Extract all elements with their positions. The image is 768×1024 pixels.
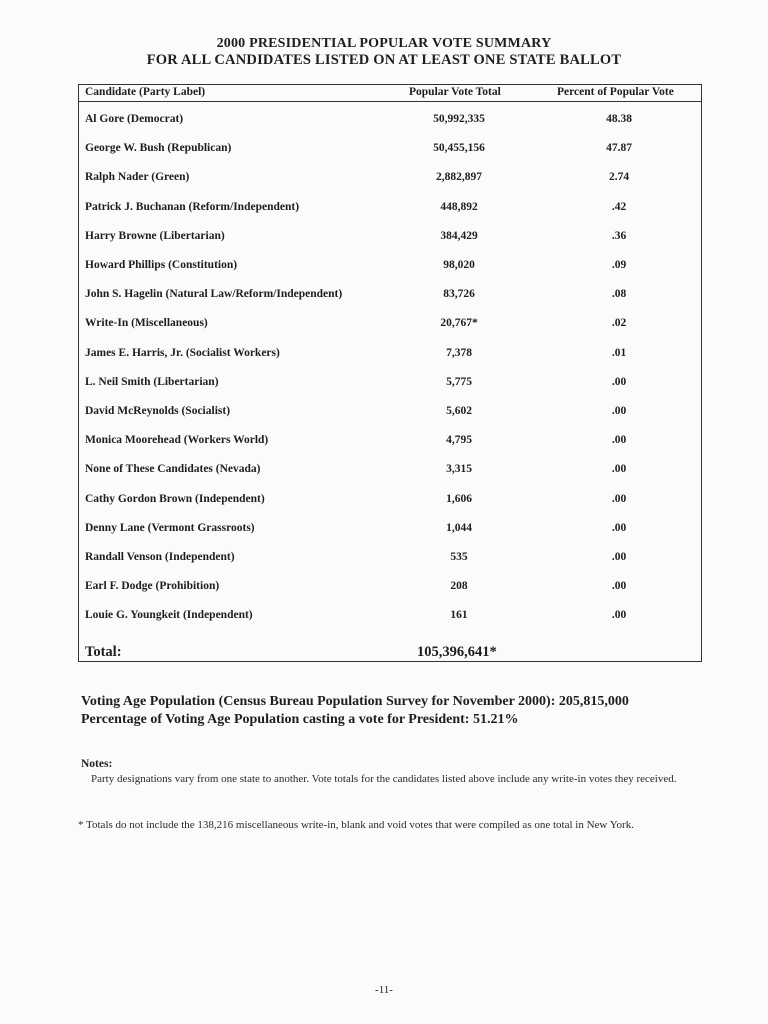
table-row bbox=[79, 551, 701, 571]
candidate-cell: L. Neil Smith (Libertarian) bbox=[85, 375, 219, 388]
table-row bbox=[79, 201, 701, 221]
votes-cell: 208 bbox=[450, 580, 468, 593]
percent-cell: .00 bbox=[611, 405, 627, 417]
votes-cell: 83,726 bbox=[443, 288, 475, 301]
votes-cell: 1,606 bbox=[446, 492, 472, 505]
table-row bbox=[79, 376, 701, 396]
candidate-cell: Denny Lane (Vermont Grassroots) bbox=[85, 521, 255, 534]
table-row bbox=[79, 580, 701, 600]
table-row bbox=[79, 171, 701, 191]
table-row bbox=[79, 609, 701, 629]
candidate-cell: Earl F. Dodge (Prohibition) bbox=[85, 580, 220, 593]
candidate-cell: George W. Bush (Republican) bbox=[85, 142, 232, 155]
table-row bbox=[79, 493, 701, 513]
percent-cell: .00 bbox=[611, 463, 627, 476]
note-party-designations: Party designations vary from one state to another. Vote totals for the candidates listed above include any write-in votes they received. bbox=[91, 773, 677, 785]
votes-cell: 448,892 bbox=[440, 200, 478, 213]
percent-cell: .01 bbox=[611, 346, 627, 359]
percent-cell: 47.87 bbox=[606, 142, 632, 155]
percent-cell: 48.38 bbox=[606, 113, 632, 125]
table-header bbox=[79, 85, 701, 102]
table-row bbox=[79, 463, 701, 483]
candidate-cell: Monica Moorehead (Workers World) bbox=[85, 434, 269, 447]
votes-cell: 384,429 bbox=[440, 229, 478, 242]
table-row bbox=[79, 347, 701, 367]
table-row bbox=[79, 259, 701, 279]
candidate-cell: Randall Venson (Independent) bbox=[85, 551, 235, 563]
total-row bbox=[79, 641, 701, 663]
votes-cell: 4,795 bbox=[446, 434, 472, 447]
candidate-cell: Harry Browne (Libertarian) bbox=[85, 229, 225, 242]
candidate-cell: Patrick J. Buchanan (Reform/Independent) bbox=[85, 200, 300, 213]
percent-cell: .00 bbox=[611, 609, 627, 622]
votes-cell: 20,767* bbox=[440, 317, 478, 330]
percent-cell: 2.74 bbox=[608, 171, 630, 184]
votes-cell: 7,378 bbox=[446, 346, 472, 359]
percent-cell: .00 bbox=[611, 580, 627, 593]
table-row bbox=[79, 434, 701, 454]
percent-cell: .36 bbox=[611, 229, 627, 242]
voting-age-population: Voting Age Population (Census Bureau Population Survey for November 2000): 205,815,000 bbox=[81, 694, 629, 709]
table-row bbox=[79, 317, 701, 337]
candidate-cell: Howard Phillips (Constitution) bbox=[85, 259, 238, 271]
table-row bbox=[79, 522, 701, 542]
page-number: -11- bbox=[375, 984, 393, 996]
candidate-cell: James E. Harris, Jr. (Socialist Workers) bbox=[85, 346, 280, 359]
table-row bbox=[79, 405, 701, 425]
candidate-cell: Al Gore (Democrat) bbox=[85, 113, 184, 125]
page-title-line2: FOR ALL CANDIDATES LISTED ON AT LEAST ONE STATE BALLOT bbox=[146, 52, 622, 68]
vote-summary-table bbox=[78, 84, 702, 662]
candidate-cell: Write-In (Miscellaneous) bbox=[85, 317, 208, 330]
header-votes: Popular Vote Total bbox=[409, 86, 501, 98]
candidate-cell: None of These Candidates (Nevada) bbox=[85, 463, 261, 476]
header-percent: Percent of Popular Vote bbox=[557, 86, 674, 98]
note-footnote: * Totals do not include the 138,216 miscellaneous write-in, blank and void votes that were compiled as one total in New York. bbox=[78, 819, 634, 831]
table-row bbox=[79, 230, 701, 250]
votes-cell: 161 bbox=[450, 609, 468, 622]
votes-cell: 2,882,897 bbox=[436, 171, 482, 184]
votes-cell: 50,455,156 bbox=[433, 142, 485, 155]
page-title-line1: 2000 PRESIDENTIAL POPULAR VOTE SUMMARY bbox=[216, 36, 552, 51]
table-row bbox=[79, 113, 701, 133]
votes-cell: 98,020 bbox=[443, 259, 475, 271]
candidate-cell: John S. Hagelin (Natural Law/Reform/Independent) bbox=[85, 288, 343, 301]
total-label: Total: bbox=[85, 644, 122, 660]
candidate-cell: Louie G. Youngkeit (Independent) bbox=[85, 609, 253, 622]
percent-cell: .00 bbox=[611, 521, 627, 534]
candidate-cell: Cathy Gordon Brown (Independent) bbox=[85, 492, 265, 505]
percent-cell: .02 bbox=[611, 317, 627, 330]
percent-cell: .00 bbox=[611, 375, 627, 388]
votes-cell: 5,775 bbox=[446, 375, 472, 388]
percent-cell: .42 bbox=[611, 200, 627, 213]
votes-cell: 535 bbox=[450, 551, 468, 563]
voting-age-percentage: Percentage of Voting Age Population casting a vote for President: 51.21% bbox=[81, 712, 519, 727]
total-value: 105,396,641* bbox=[417, 644, 497, 660]
header-candidate: Candidate (Party Label) bbox=[85, 86, 206, 98]
percent-cell: .08 bbox=[611, 288, 627, 301]
table-row bbox=[79, 288, 701, 308]
candidate-cell: David McReynolds (Socialist) bbox=[85, 405, 231, 417]
percent-cell: .00 bbox=[611, 434, 627, 447]
votes-cell: 1,044 bbox=[446, 521, 472, 534]
percent-cell: .00 bbox=[611, 551, 627, 563]
percent-cell: .09 bbox=[611, 259, 627, 271]
votes-cell: 3,315 bbox=[446, 463, 472, 476]
notes-heading: Notes: bbox=[81, 758, 113, 770]
table-row bbox=[79, 142, 701, 162]
votes-cell: 50,992,335 bbox=[433, 113, 485, 125]
votes-cell: 5,602 bbox=[446, 405, 472, 417]
percent-cell: .00 bbox=[611, 492, 627, 505]
candidate-cell: Ralph Nader (Green) bbox=[85, 171, 190, 184]
